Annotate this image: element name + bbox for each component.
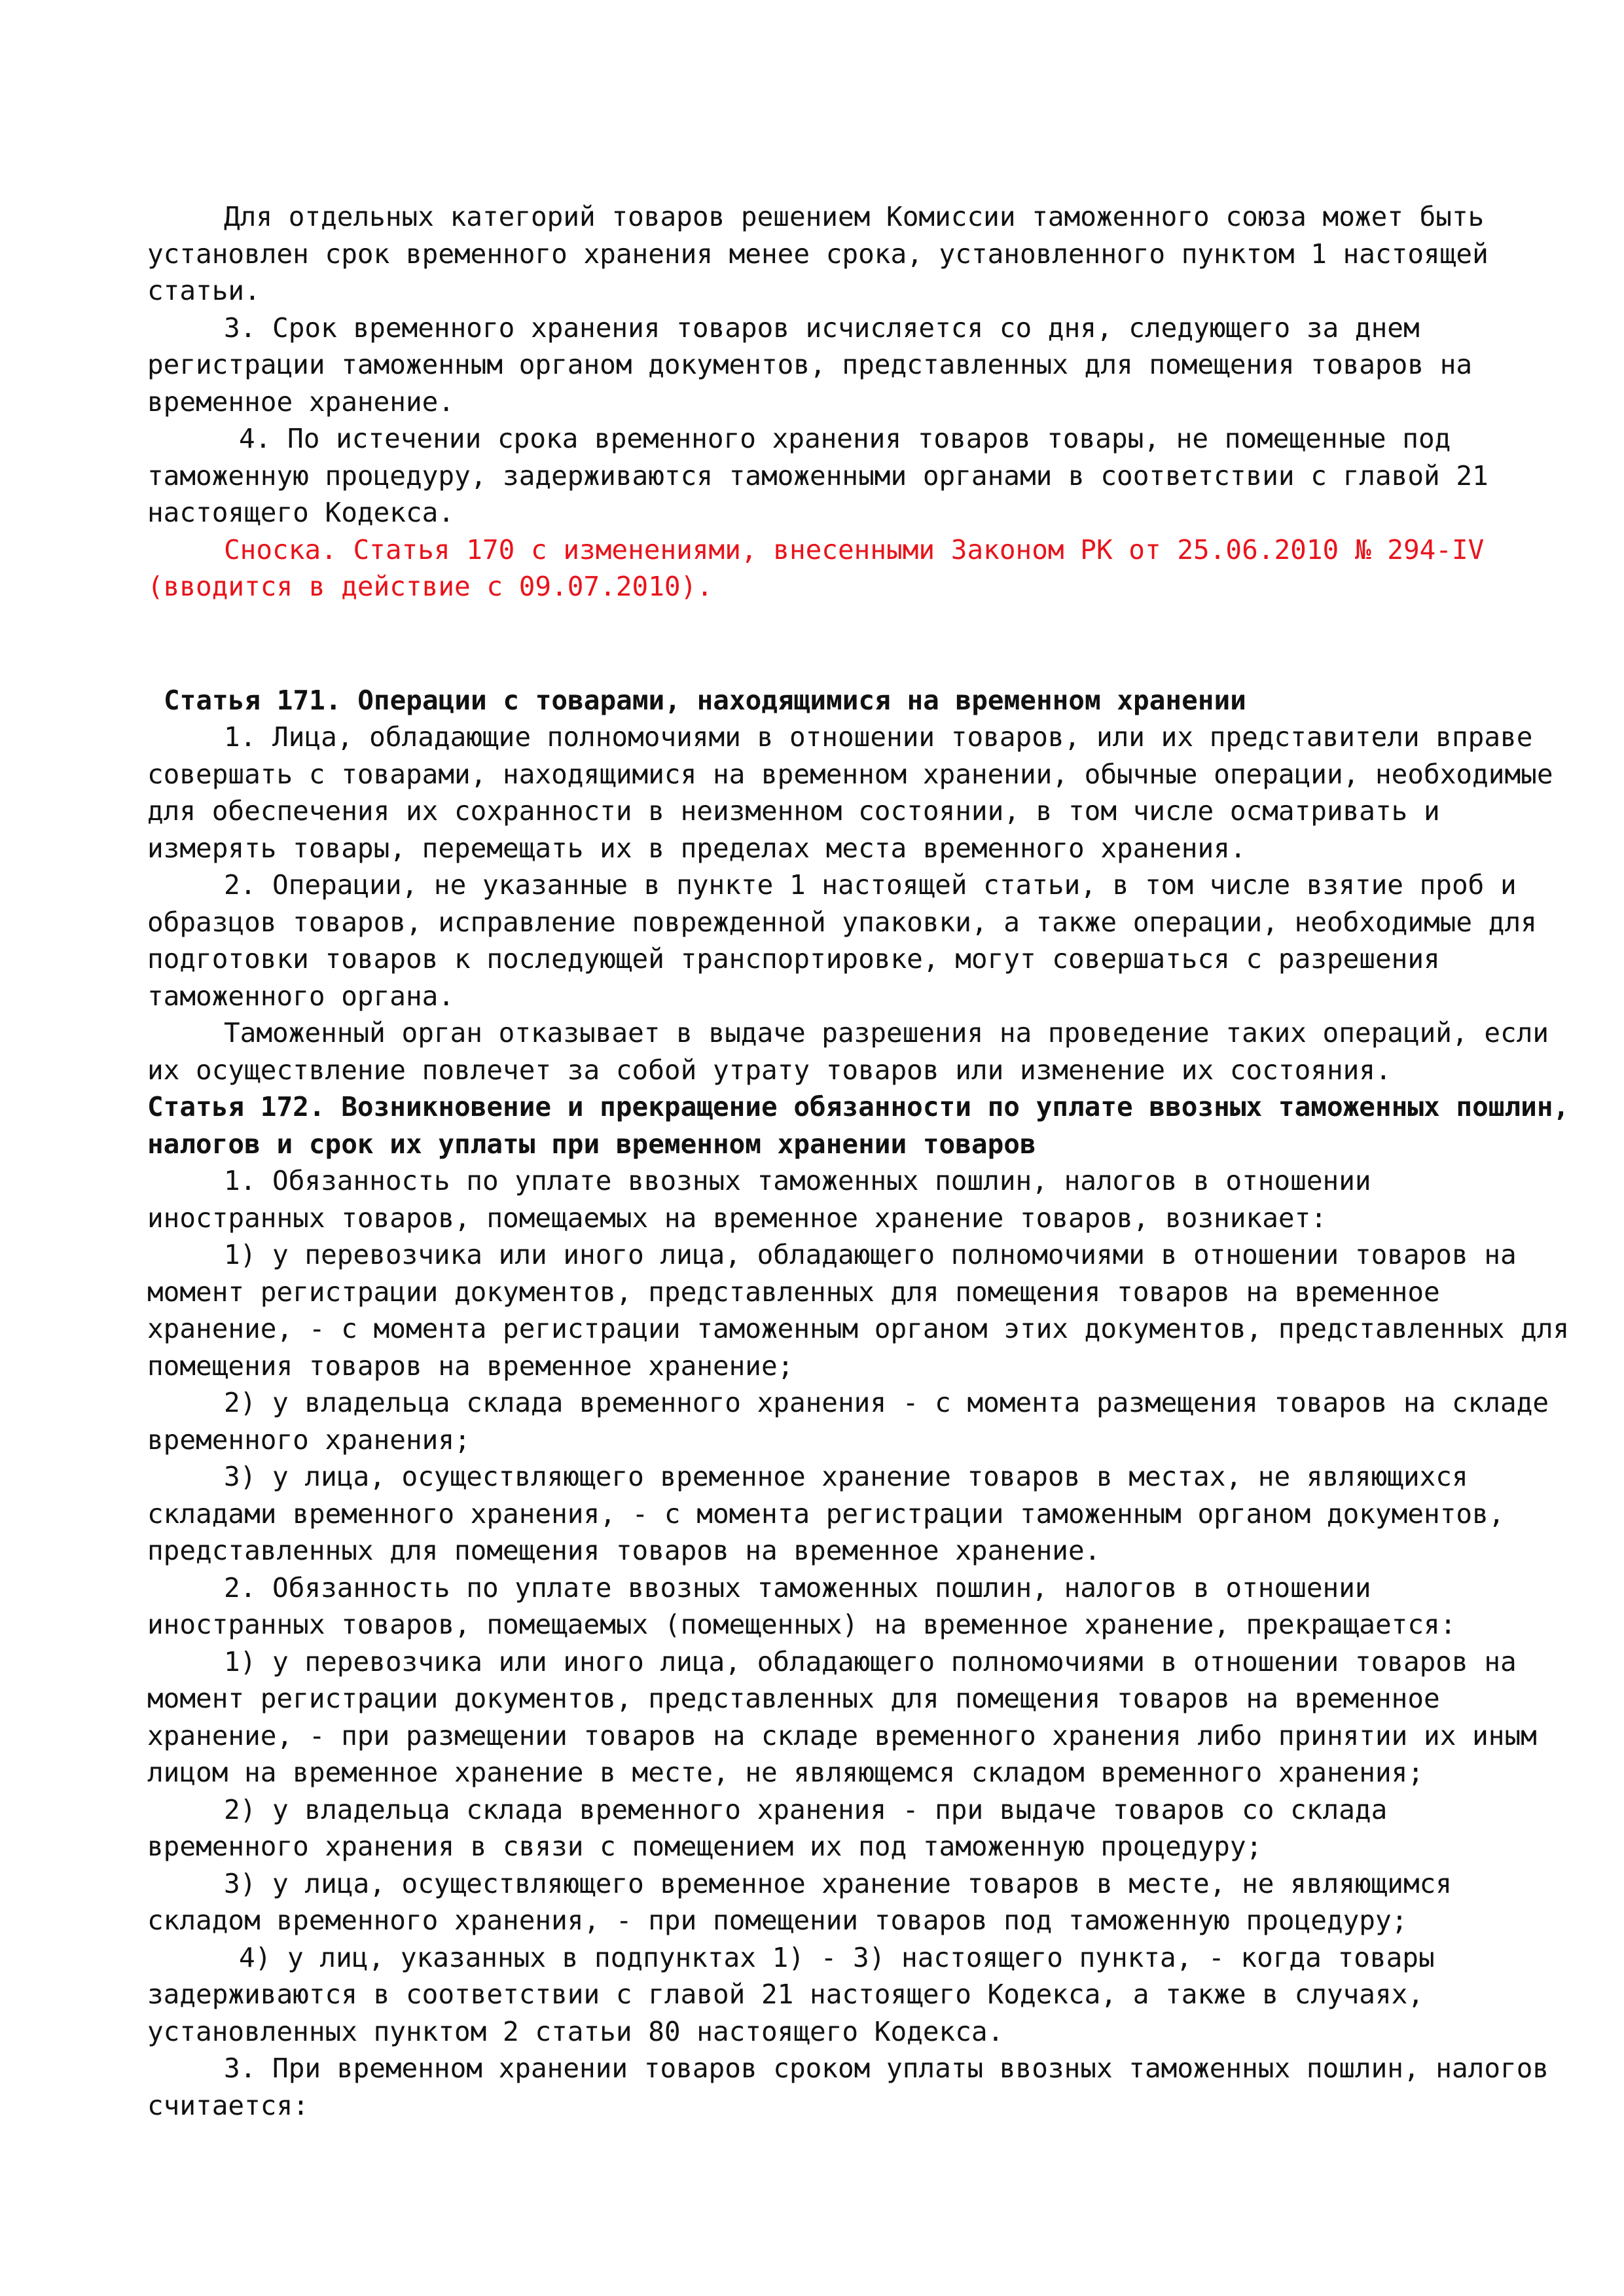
paragraph-art172-point1: [147, 1162, 1489, 1236]
heading-line: налогов и срок их уплаты при временном хранении товаров: [147, 1128, 1036, 1160]
text-line: Для отдельных категорий товаров решением Комиссии таможенного союза может быть: [224, 201, 1485, 232]
text-line: временного хранения;: [147, 1424, 471, 1456]
paragraph-art172-p2-sub4: [147, 1939, 1489, 2051]
text-line: 3. Срок временного хранения товаров исчисляется со дня, следующего за днем: [224, 312, 1420, 344]
text-line: 1. Лица, обладающие полномочиями в отношении товаров, или их представители вправе: [224, 721, 1533, 753]
heading-line: Статья 172. Возникновение и прекращение обязанности по уплате ввозных таможенных пошлин,: [147, 1091, 1570, 1122]
text-line: 1. Обязанность по уплате ввозных таможенных пошлин, налогов в отношении: [224, 1165, 1371, 1196]
paragraph-art172-point2: [147, 1570, 1489, 1643]
text-line: регистрации таможенным органом документов, представленных для помещения товаров на: [147, 349, 1473, 380]
paragraph-art172-p1-sub2: [147, 1384, 1549, 1458]
text-line: 2. Обязанность по уплате ввозных таможенных пошлин, налогов в отношении: [224, 1571, 1371, 1604]
text-line: измерять товары, перемещать их в пределах места временного хранения.: [147, 832, 1246, 864]
text-line: складами временного хранения, - с момента регистрации таможенным органом документов,: [147, 1498, 1505, 1530]
text-line: 2) у владельца склада временного хранения - при выдаче товаров со склада: [224, 1793, 1388, 1825]
paragraph-art172-p2-sub2: [147, 1791, 1489, 1865]
paragraph-art172-point3: [147, 2050, 1549, 2124]
text-line: подготовки товаров к последующей транспортировке, могут совершаться с разрешения: [147, 943, 1440, 975]
text-line: представленных для помещения товаров на временное хранение.: [147, 1535, 1101, 1566]
text-line: образцов товаров, исправление поврежденной упаковки, а также операции, необходимые для: [147, 906, 1537, 938]
footnote-line: (вводится в действие с 09.07.2010).: [147, 571, 713, 602]
text-line: 2) у владельца склада временного хранения - с момента размещения товаров на складе: [224, 1387, 1549, 1418]
text-line: хранение, - при размещении товаров на складе временного хранения либо принятии их иным: [147, 1719, 1537, 1751]
text-line: 4. По истечении срока временного хранения товаров товары, не помещенные под: [239, 423, 1451, 454]
paragraph-art170-point3: [147, 310, 1489, 421]
text-line: временное хранение.: [147, 386, 454, 418]
text-line: 3) у лица, осуществляющего временное хранение товаров в местах, не являющихся: [224, 1461, 1468, 1492]
text-line: установленных пунктом 2 статьи 80 настоящего Кодекса.: [147, 2015, 1004, 2047]
text-line: 2. Операции, не указанные в пункте 1 настоящей статьи, в том числе взятие проб и: [224, 869, 1517, 901]
text-line: 3) у лица, осуществляющего временное хранение товаров в месте, не являющимся: [224, 1867, 1452, 1899]
paragraph-art172-p2-sub3: [147, 1865, 1489, 1939]
section-gap: [147, 605, 1489, 682]
footnote-line: Сноска. Статья 170 с изменениями, внесенными Законом РК от 25.06.2010 № 294-IV: [224, 533, 1485, 565]
text-line: совершать с товарами, находящимися на временном хранении, обычные операции, необходимые: [147, 758, 1553, 790]
text-line: установлен срок временного хранения менее срока, установленного пунктом 1 настоящей: [147, 238, 1489, 270]
paragraph-art172-p1-sub1: [147, 1236, 1570, 1384]
paragraph-commission-term: [147, 198, 1489, 310]
paragraph-art172-p1-sub3: [147, 1458, 1505, 1570]
text-line: 1) у перевозчика или иного лица, обладающего полномочиями в отношении товаров на: [224, 1239, 1517, 1270]
text-line: 1) у перевозчика или иного лица, обладающего полномочиями в отношении товаров на: [224, 1645, 1517, 1677]
article-171-title: [147, 682, 1489, 719]
text-line: иностранных товаров, помещаемых (помещенных) на временное хранение, прекращается:: [147, 1609, 1456, 1640]
text-line: таможенную процедуру, задерживаются таможенными органами в соответствии с главой 21: [147, 459, 1489, 492]
footnote-art170: [147, 531, 1489, 605]
paragraph-art171-point1: [147, 719, 1553, 867]
paragraph-art171-refusal: [147, 1014, 1549, 1088]
text-line: момент регистрации документов, представленных для помещения товаров на временное: [147, 1683, 1440, 1714]
text-line: помещения товаров на временное хранение;: [147, 1350, 794, 1382]
text-line: 4) у лиц, указанных в подпунктах 1) - 3) настоящего пункта, - когда товары: [239, 1941, 1435, 1973]
text-line: таможенного органа.: [147, 980, 454, 1012]
paragraph-art171-point2: [147, 867, 1537, 1014]
heading-line: Статья 171. Операции с товарами, находящимися на временном хранении: [164, 684, 1246, 716]
text-line: хранение, - с момента регистрации таможенным органом этих документов, представленных для: [147, 1313, 1570, 1344]
article-172-title: [147, 1088, 1570, 1162]
text-line: их осуществление повлечет за собой утрату товаров или изменение их состояния.: [147, 1054, 1392, 1086]
text-line: складом временного хранения, - при помещении товаров под таможенную процедуру;: [147, 1905, 1408, 1936]
text-line: статьи.: [147, 275, 261, 306]
text-line: 3. При временном хранении товаров сроком уплаты ввозных таможенных пошлин, налогов: [224, 2053, 1549, 2084]
text-line: настоящего Кодекса.: [147, 497, 454, 528]
text-line: для обеспечения их сохранности в неизменном состоянии, в том числе осматривать и: [147, 795, 1440, 827]
text-line: временного хранения в связи с помещением их под таможенную процедуру;: [147, 1831, 1263, 1862]
text-line: считается:: [147, 2089, 309, 2121]
text-line: задерживаются в соответствии с главой 21 настоящего Кодекса, а также в случаях,: [147, 1979, 1424, 2010]
paragraph-art172-p2-sub1: [147, 1643, 1537, 1791]
document-page: [147, 198, 1570, 2124]
text-line: момент регистрации документов, представленных для помещения товаров на временное: [147, 1276, 1440, 1308]
text-line: лицом на временное хранение в месте, не являющемся складом временного хранения;: [147, 1757, 1424, 1788]
text-line: иностранных товаров, помещаемых на временное хранение товаров, возникает:: [147, 1202, 1327, 1234]
text-line: Таможенный орган отказывает в выдаче разрешения на проведение таких операций, если: [224, 1017, 1549, 1049]
paragraph-art170-point4: [147, 420, 1489, 531]
